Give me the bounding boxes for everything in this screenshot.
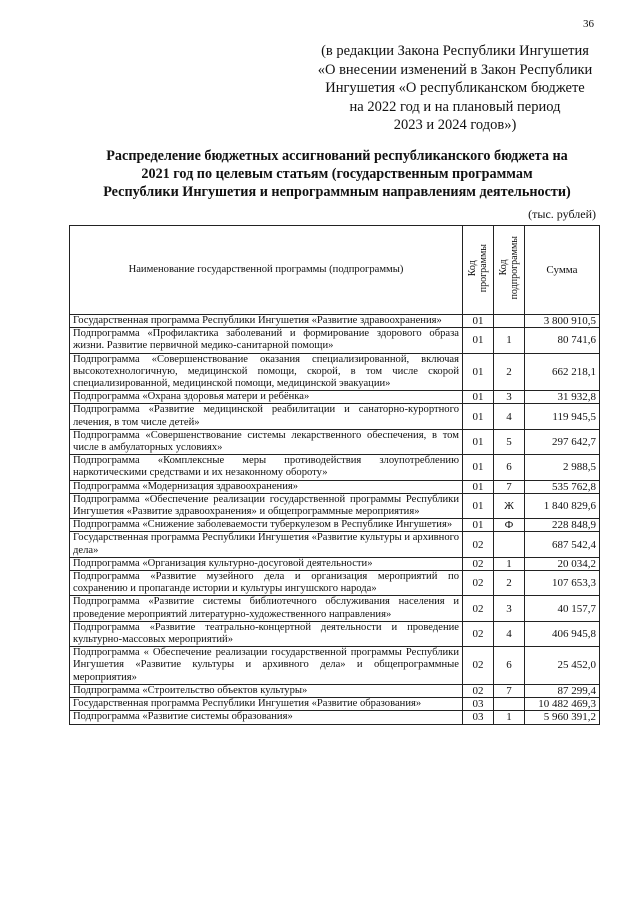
table-row	[70, 455, 600, 480]
row-subprogram-code	[494, 698, 525, 711]
row-amount: 87 299,4	[525, 684, 600, 697]
table-row	[70, 711, 600, 724]
header-amount: Сумма	[525, 226, 600, 315]
table-row	[70, 647, 600, 685]
amendment-line: Ингушетия «О республиканском бюджете	[325, 80, 585, 96]
table-row	[70, 557, 600, 570]
row-subprogram-code: 4	[494, 621, 525, 646]
row-subprogram-code: 5	[494, 429, 525, 454]
row-subprogram-code: 4	[494, 404, 525, 429]
row-name: Подпрограмма «Развитие театрально-концертной деятельности и проведение культурно-массовых мероприятий»	[70, 621, 463, 646]
row-program-code: 02	[463, 596, 494, 621]
row-subprogram-code: 3	[494, 596, 525, 621]
row-name: Подпрограмма «Строительство объектов культуры»	[70, 684, 463, 697]
row-program-code: 03	[463, 711, 494, 724]
table-row	[70, 429, 600, 454]
row-name: Подпрограмма «Совершенствование системы лекарственного обеспечения, в том числе в амбулаторных условиях»	[70, 429, 463, 454]
row-amount: 10 482 469,3	[525, 698, 600, 711]
row-subprogram-code	[494, 315, 525, 328]
title-line: Республики Ингушетия и непрограммным направлениям деятельности)	[103, 184, 571, 200]
document-title	[72, 147, 602, 201]
row-program-code: 01	[463, 315, 494, 328]
row-name: Подпрограмма «Обеспечение реализации государственной программы Республики Ингушетия «Развитие здравоохранения» и общепрограммные мероприятия»	[70, 493, 463, 518]
amendment-line: (в редакции Закона Республики Ингушетия	[321, 43, 589, 59]
row-subprogram-code: 6	[494, 647, 525, 685]
row-amount: 406 945,8	[525, 621, 600, 646]
row-program-code: 03	[463, 698, 494, 711]
table-row	[70, 519, 600, 532]
row-program-code: 01	[463, 519, 494, 532]
row-name: Подпрограмма «Снижение заболеваемости туберкулезом в Республике Ингушетия»	[70, 519, 463, 532]
row-amount: 687 542,4	[525, 532, 600, 557]
row-subprogram-code: 7	[494, 684, 525, 697]
amendment-line: 2023 и 2024 годов»)	[393, 117, 517, 133]
row-amount: 1 840 829,6	[525, 493, 600, 518]
row-name: Подпрограмма «Организация культурно-досуговой деятельности»	[70, 557, 463, 570]
row-amount: 119 945,5	[525, 404, 600, 429]
row-subprogram-code: 1	[494, 711, 525, 724]
row-name: Подпрограмма «Комплексные меры противодействия злоупотреблению наркотическими средствами и их незаконному обороту»	[70, 455, 463, 480]
table-row	[70, 493, 600, 518]
table-row	[70, 571, 600, 596]
row-amount: 40 157,7	[525, 596, 600, 621]
row-name: Подпрограмма « Обеспечение реализации государственной программы Республики Ингушетия «Развитие культуры и архивного дела» и общепрограммные мероприятия»	[70, 647, 463, 685]
row-program-code: 01	[463, 328, 494, 353]
row-amount: 2 988,5	[525, 455, 600, 480]
row-amount: 20 034,2	[525, 557, 600, 570]
row-amount: 25 452,0	[525, 647, 600, 685]
row-subprogram-code: 1	[494, 328, 525, 353]
header-program-code-text: Код программы	[467, 243, 489, 293]
row-subprogram-code: 2	[494, 353, 525, 391]
row-program-code: 01	[463, 493, 494, 518]
amendment-line: на 2022 год и на плановый период	[349, 98, 561, 115]
table-body	[70, 315, 600, 725]
row-program-code: 01	[463, 404, 494, 429]
table-row	[70, 532, 600, 557]
row-name: Подпрограмма «Развитие музейного дела и организация мероприятий по сохранению и пропаганде истории и культуры ингушского народа»	[70, 571, 463, 596]
header-subprogram-code	[494, 226, 525, 315]
row-subprogram-code: 1	[494, 557, 525, 570]
amendment-line: «О внесении изменений в Закон Республики	[317, 61, 593, 78]
units-label: (тыс. рублей)	[528, 207, 596, 221]
title-line: 2021 год по целевым статьям (государственным программам	[141, 166, 533, 182]
row-program-code: 01	[463, 480, 494, 493]
row-name: Государственная программа Республики Ингушетия «Развитие культуры и архивного дела»	[70, 532, 463, 557]
row-subprogram-code: 2	[494, 571, 525, 596]
amendment-note	[296, 42, 614, 135]
row-subprogram-code: 3	[494, 391, 525, 404]
page-number: 36	[583, 18, 594, 30]
table-row	[70, 315, 600, 328]
title-line: Распределение бюджетных ассигнований республиканского бюджета на	[106, 148, 568, 164]
row-amount: 107 653,3	[525, 571, 600, 596]
row-amount: 535 762,8	[525, 480, 600, 493]
row-program-code: 02	[463, 647, 494, 685]
header-program-code	[463, 226, 494, 315]
budget-table	[69, 225, 600, 725]
row-program-code: 01	[463, 391, 494, 404]
row-name: Подпрограмма «Развитие системы библиотечного обслуживания населения и проведение мероприятий литературно-художественного направления»	[70, 596, 463, 621]
row-name: Подпрограмма «Развитие системы образования»	[70, 711, 463, 724]
table-row	[70, 480, 600, 493]
table-row	[70, 684, 600, 697]
row-subprogram-code: Ж	[494, 493, 525, 518]
row-amount: 5 960 391,2	[525, 711, 600, 724]
table-row	[70, 391, 600, 404]
table-row	[70, 353, 600, 391]
row-name: Государственная программа Республики Ингушетия «Развитие образования»	[70, 698, 463, 711]
table-header-row	[70, 226, 600, 315]
row-subprogram-code: Ф	[494, 519, 525, 532]
row-name: Государственная программа Республики Ингушетия «Развитие здравоохранения»	[70, 315, 463, 328]
row-amount: 31 932,8	[525, 391, 600, 404]
table-row	[70, 596, 600, 621]
row-program-code: 02	[463, 684, 494, 697]
row-program-code: 02	[463, 571, 494, 596]
row-amount: 3 800 910,5	[525, 315, 600, 328]
row-amount: 228 848,9	[525, 519, 600, 532]
row-program-code: 02	[463, 557, 494, 570]
header-name: Наименование государственной программы (подпрограммы)	[70, 226, 463, 315]
table-row	[70, 404, 600, 429]
row-program-code: 02	[463, 532, 494, 557]
table-row	[70, 328, 600, 353]
row-amount: 297 642,7	[525, 429, 600, 454]
row-name: Подпрограмма «Модернизация здравоохранения»	[70, 480, 463, 493]
row-name: Подпрограмма «Профилактика заболеваний и формирование здорового образа жизни. Развитие первичной медико-санитарной помощи»	[70, 328, 463, 353]
row-program-code: 01	[463, 353, 494, 391]
row-amount: 80 741,6	[525, 328, 600, 353]
row-subprogram-code: 7	[494, 480, 525, 493]
table-row	[70, 698, 600, 711]
header-subprogram-code-text: Код подпрограммы	[498, 236, 520, 300]
row-program-code: 01	[463, 429, 494, 454]
row-name: Подпрограмма «Охрана здоровья матери и ребёнка»	[70, 391, 463, 404]
row-program-code: 01	[463, 455, 494, 480]
table-row	[70, 621, 600, 646]
row-name: Подпрограмма «Развитие медицинской реабилитации и санаторно-курортного лечения, в том числе детей»	[70, 404, 463, 429]
row-amount: 662 218,1	[525, 353, 600, 391]
row-name: Подпрограмма «Совершенствование оказания специализированной, включая высокотехнологичную, медицинской помощи, скорой, в том числе скорой специализированной, медицинской помощи, медицинской эвакуации»	[70, 353, 463, 391]
row-subprogram-code	[494, 532, 525, 557]
row-subprogram-code: 6	[494, 455, 525, 480]
row-program-code: 02	[463, 621, 494, 646]
